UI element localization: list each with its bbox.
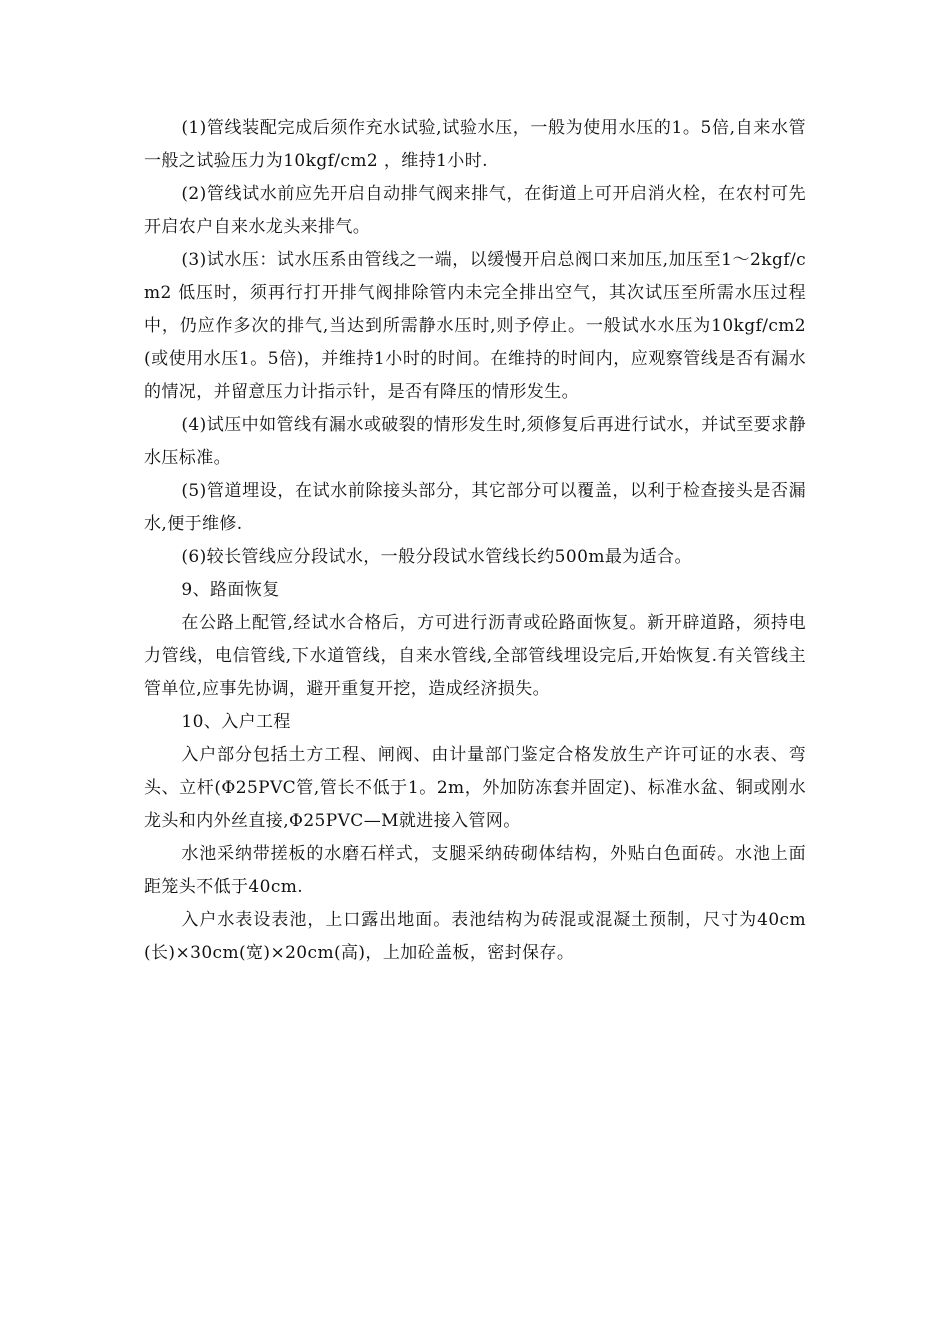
paragraph-water-test-2: (2)管线试水前应先开启自动排气阀来排气，在街道上可开启消火栓，在农村可先开启农户自来水龙头来排气。	[144, 184, 806, 237]
paragraph-household-3: 入户水表设表池，上口露出地面。表池结构为砖混或混凝土预制，尺寸为40cm(长)×30cm(宽)×20cm(高)，上加砼盖板，密封保存。	[144, 910, 806, 963]
paragraph-water-test-1: (1)管线装配完成后须作充水试验,试验水压，一般为使用水压的1。5倍,自来水管一般之试验压力为10kgf/cm2 ，维持1小时.	[144, 118, 806, 171]
paragraph-household-1: 入户部分包括土方工程、闸阀、由计量部门鉴定合格发放生产许可证的水表、弯头、立杆(Φ25PVC管,管长不低于1。2m，外加防冻套并固定)、标准水盆、铜或刚水龙头和内外丝直接,Φ25PVC—M就进接入管网。	[144, 745, 806, 831]
paragraph-road-restoration: 在公路上配管,经试水合格后，方可进行沥青或砼路面恢复。新开辟道路，须持电力管线，电信管线,下水道管线，自来水管线,全部管线埋设完后,开始恢复.有关管线主管单位,应事先协调，避开重复开挖，造成经济损失。	[144, 613, 806, 699]
paragraph-water-test-4: (4)试压中如管线有漏水或破裂的情形发生时,须修复后再进行试水，并试至要求静水压标准。	[144, 415, 806, 468]
paragraph-water-test-3: (3)试水压：试水压系由管线之一端，以缓慢开启总阀口来加压,加压至1～2kgf/cm2 低压时，须再行打开排气阀排除管内未完全排出空气，其次试压至所需水压过程中，仍应作多次的排气,当达到所需静水压时,则予停止。一般试水水压为10kgf/cm2 (或使用水压1。5倍)，并维持1小时的时间。在维持的时间内，应观察管线是否有漏水的情况，并留意压力计指示针，是否有降压的情形发生。	[144, 250, 806, 402]
paragraph-water-test-5: (5)管道埋设，在试水前除接头部分，其它部分可以覆盖，以利于检查接头是否漏水,便于维修.	[144, 481, 806, 534]
section-heading-household-connection: 10、入户工程	[181, 712, 291, 732]
document-body	[144, 112, 806, 970]
paragraph-water-test-6: (6)较长管线应分段试水，一般分段试水管线长约500m最为适合。	[181, 547, 692, 567]
paragraph-household-2: 水池采纳带搓板的水磨石样式，支腿采纳砖砌体结构，外贴白色面砖。水池上面距笼头不低于40cm.	[144, 844, 806, 897]
section-heading-road-restoration: 9、路面恢复	[181, 580, 280, 600]
